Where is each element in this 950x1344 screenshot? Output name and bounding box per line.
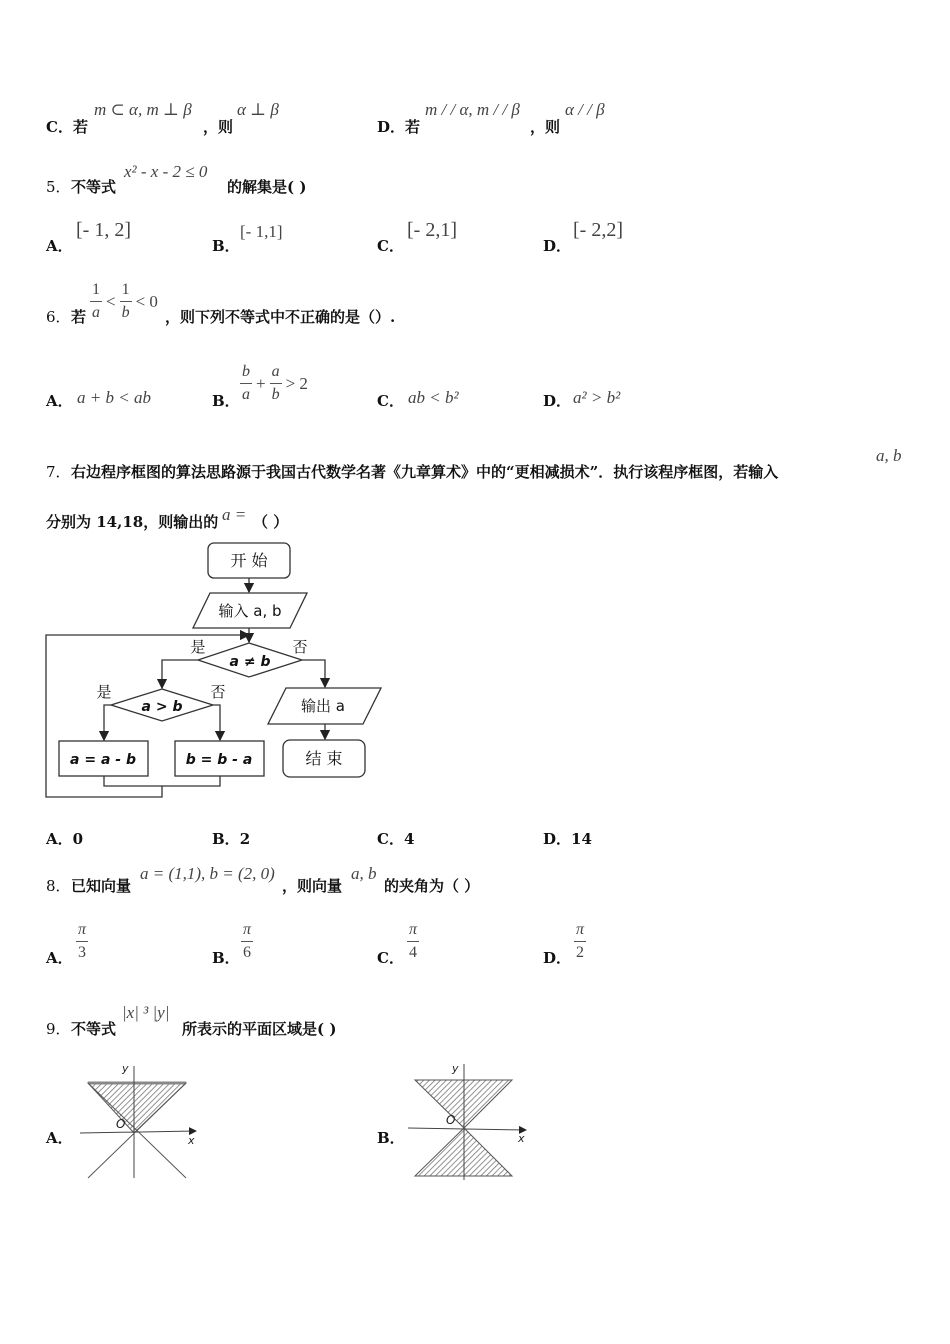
q6-option-b-den-1: a [242,386,250,403]
q6-frac-1-num: 1 [90,282,102,302]
q8-option-c-den: 4 [409,944,417,961]
q8-prefix: 已知向量 [71,877,132,895]
q5-option-c-label: C． [377,237,404,255]
q6-option-b-tail: > 2 [285,373,308,393]
q8-option-a-num: π [76,922,88,942]
q6-option-a-label: A． [46,392,73,410]
q7-option-a [46,828,83,849]
q8-number: 8． [46,877,71,895]
q4-option-c-label: C．若 [46,118,88,136]
q7-option-c-label: C． [377,830,404,848]
q8-option-d-frac [574,922,586,961]
q7-option-c [377,828,414,849]
flow-cond1-text: a ≠ b [229,654,271,670]
q7-option-c-value: 4 [403,830,415,848]
q9-graph-a-x-label: x [188,1134,195,1147]
q9-option-a-label: A． [46,1129,73,1147]
q7-option-b-label: B． [212,830,240,848]
q5-option-d-label: D． [543,237,572,255]
q6-option-c-math: ab < b² [408,388,459,407]
q7-line2-tail: （ ） [253,513,289,531]
q8-option-d-den: 2 [576,944,584,961]
q5-option-a-label: A． [46,237,73,255]
q6-number: 6． [46,308,71,326]
q6-option-b-num-2: a [270,364,282,384]
q7-number: 7． [46,463,71,481]
q8-option-a-label: A． [46,949,73,967]
q7-line2: 分别为 14,18，则输出的 [46,513,219,531]
q9-graph-b-origin: O [446,1113,456,1127]
q6-lt0: < 0 [135,291,158,311]
q8-option-c-frac [407,922,419,961]
q9-graph-b [400,1058,535,1183]
q9-suffix: 所表示的平面区域是( ) [182,1020,337,1038]
q5-suffix: 的解集是( ) [227,178,307,196]
q7-option-a-label: A． [46,830,73,848]
q5-option-b-value: [- 1,1] [240,222,283,241]
flow-yes2-text: 是 [96,683,112,701]
q6-option-c-label: C． [377,392,404,410]
q9-math: |x| ³ |y| [122,1003,170,1022]
q5-math: x² - x - 2 ≤ 0 [124,162,208,181]
q8-option-b-num: π [241,922,253,942]
q8-option-d-label: D． [543,949,572,967]
q6-frac-2-num: 1 [120,282,132,302]
q9-graph-a-region [88,1083,186,1133]
q4-option-d-math: m / / α, m / / β [425,100,520,119]
q7-option-b [212,828,250,849]
flow-left-text: a = a - b [70,752,136,768]
flow-input-text: 输入 a, b [218,602,282,620]
q9-option-b-label: B． [377,1129,405,1147]
q8-option-a-den: 3 [78,944,86,961]
q7-option-d [543,828,592,849]
q6-lt: < [106,291,116,311]
flow-no2-text: 否 [210,683,226,701]
flow-start-text: 开 始 [230,551,268,570]
flow-yes1-text: 是 [190,638,206,656]
q8-suffix: 的夹角为（ ） [384,877,480,895]
q9-prefix: 不等式 [71,1020,117,1038]
q6-option-d-math: a² > b² [573,388,621,407]
q8-math2: a, b [351,864,377,883]
q5-option-c-value: [- 2,1] [407,219,457,241]
q4-option-c-math: m ⊂ α, m ⊥ β [94,100,192,119]
q7-line2-math: a = [222,505,247,524]
q8-option-b-frac [241,922,253,961]
q9-graph-a [70,1058,200,1183]
q9-number: 9． [46,1020,71,1038]
q9-graph-a-y-label: y [122,1062,129,1075]
q6-frac-2-den: b [121,304,130,321]
q8-option-c-num: π [407,922,419,942]
q8-mid: ，则向量 [282,877,343,895]
q8-option-b-den: 6 [243,944,251,961]
q4-option-d-result: α / / β [565,100,605,119]
q4-option-d-then: ，则 [530,118,561,136]
q9-graph-b-y-label: y [452,1062,459,1075]
flow-output-text: 输出 a [301,697,345,715]
q7-option-a-value: 0 [72,830,84,848]
q7-option-b-value: 2 [239,830,251,848]
q8-math: a = (1,1), b = (2, 0) [140,864,275,883]
q7-line1: 右边程序框图的算法思路源于我国古代数学名著《九章算术》中的“更相减损术”．执行该程序框图，若输入 [71,463,779,481]
q6-option-a-math: a + b < ab [77,388,151,407]
q7-option-d-value: 14 [571,830,592,848]
q4-option-d-label: D．若 [377,118,421,136]
q5-option-a-value: [- 1, 2] [76,219,131,241]
q9-graph-a-origin: O [116,1117,126,1131]
q8-option-c-label: C． [377,949,404,967]
flow-right-text: b = b - a [185,752,253,768]
flow-end-text: 结 束 [305,749,343,768]
q8-option-d-num: π [574,922,586,942]
q6-option-b-label: B． [212,392,240,410]
q4-option-c-then: ，则 [203,118,234,136]
q5-prefix: 不等式 [71,178,117,196]
q8-option-a-frac [76,922,88,961]
q5-number: 5． [46,178,71,196]
q9-graph-b-x-label: x [518,1132,525,1145]
q7-option-d-label: D． [543,830,572,848]
q7-line1-math: a, b [876,446,902,465]
q6-option-b-den-2: b [271,386,280,403]
q6-frac-1-den: a [92,304,100,321]
q4-option-c-result: α ⊥ β [237,100,279,119]
q6-option-b-plus: + [256,373,266,393]
q8-option-b-label: B． [212,949,240,967]
q6-option-d-label: D． [543,392,572,410]
q5-option-d-value: [- 2,2] [573,219,623,241]
flow-cond2-text: a > b [141,699,183,715]
q5-option-b-label: B． [212,237,240,255]
flow-no1-text: 否 [292,638,308,656]
q9-graph-b-x-axis [408,1128,526,1130]
q6-option-b-num-1: b [240,364,252,384]
q6-suffix: ，则下列不等式中不正确的是（）. [165,308,396,326]
q6-prefix: 若 [71,308,87,326]
